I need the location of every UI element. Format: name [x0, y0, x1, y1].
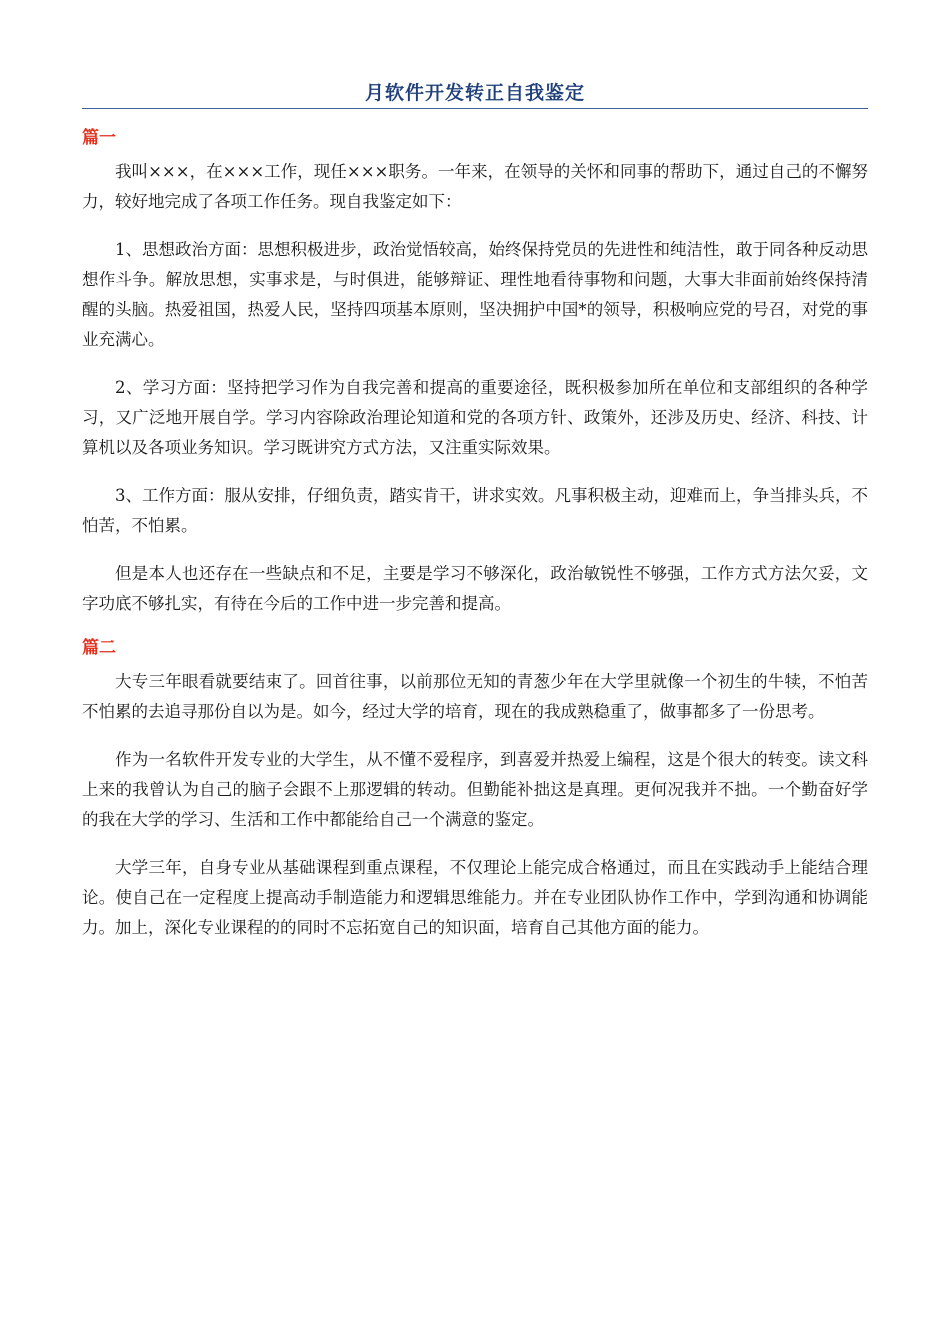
document-page	[82, 78, 868, 961]
document-title: 月软件开发转正自我鉴定	[364, 82, 585, 104]
paragraph: 作为一名软件开发专业的大学生，从不懂不爱程序，到喜爱并热爱上编程，这是个很大的转变。读文科上来的我曾认为自己的脑子会跟不上那逻辑的转动。但勤能补拙这是真理。更何况我并不拙。一个勤奋好学的我在大学的学习、生活和工作中都能给自己一个满意的鉴定。	[82, 750, 868, 829]
paragraph: 3、工作方面：服从安排，仔细负责，踏实肯干，讲求实效。凡事积极主动，迎难而上，争当排头兵，不怕苦，不怕累。	[82, 486, 868, 535]
section-1	[82, 123, 868, 619]
paragraph: 2、学习方面：坚持把学习作为自我完善和提高的重要途径，既积极参加所在单位和支部组织的各种学习，又广泛地开展自学。学习内容除政治理论知道和党的各项方针、政策外，还涉及历史、经济、科技、计算机以及各项业务知识。学习既讲究方式方法，又注重实际效果。	[82, 378, 868, 457]
section-2	[82, 633, 868, 943]
title-divider	[82, 108, 868, 109]
paragraph: 大学三年，自身专业从基础课程到重点课程，不仅理论上能完成合格通过，而且在实践动手上能结合理论。使自己在一定程度上提高动手制造能力和逻辑思维能力。并在专业团队协作工作中，学到沟通和协调能力。加上，深化专业课程的的同时不忘拓宽自己的知识面，培育自己其他方面的能力。	[82, 858, 868, 937]
paragraph: 我叫×××，在×××工作，现任×××职务。一年来，在领导的关怀和同事的帮助下，通过自己的不懈努力，较好地完成了各项工作任务。现自我鉴定如下：	[82, 162, 868, 211]
paragraph: 但是本人也还存在一些缺点和不足，主要是学习不够深化，政治敏锐性不够强，工作方式方法欠妥，文字功底不够扎实，有待在今后的工作中进一步完善和提高。	[82, 564, 868, 613]
section-heading: 篇二	[82, 638, 116, 658]
paragraph: 大专三年眼看就要结束了。回首往事，以前那位无知的青葱少年在大学里就像一个初生的牛犊，不怕苦不怕累的去追寻那份自以为是。如今，经过大学的培育，现在的我成熟稳重了，做事都多了一份思考。	[82, 672, 868, 721]
section-heading: 篇一	[82, 128, 116, 148]
paragraph: 1、思想政治方面：思想积极进步，政治觉悟较高，始终保持党员的先进性和纯洁性，敢于同各种反动思想作斗争。解放思想，实事求是，与时俱进，能够辩证、理性地看待事物和问题，大事大非面前始终保持清醒的头脑。热爱祖国，热爱人民，坚持四项基本原则，坚决拥护中国*的领导，积极响应党的号召，对党的事业充满心。	[82, 240, 868, 349]
